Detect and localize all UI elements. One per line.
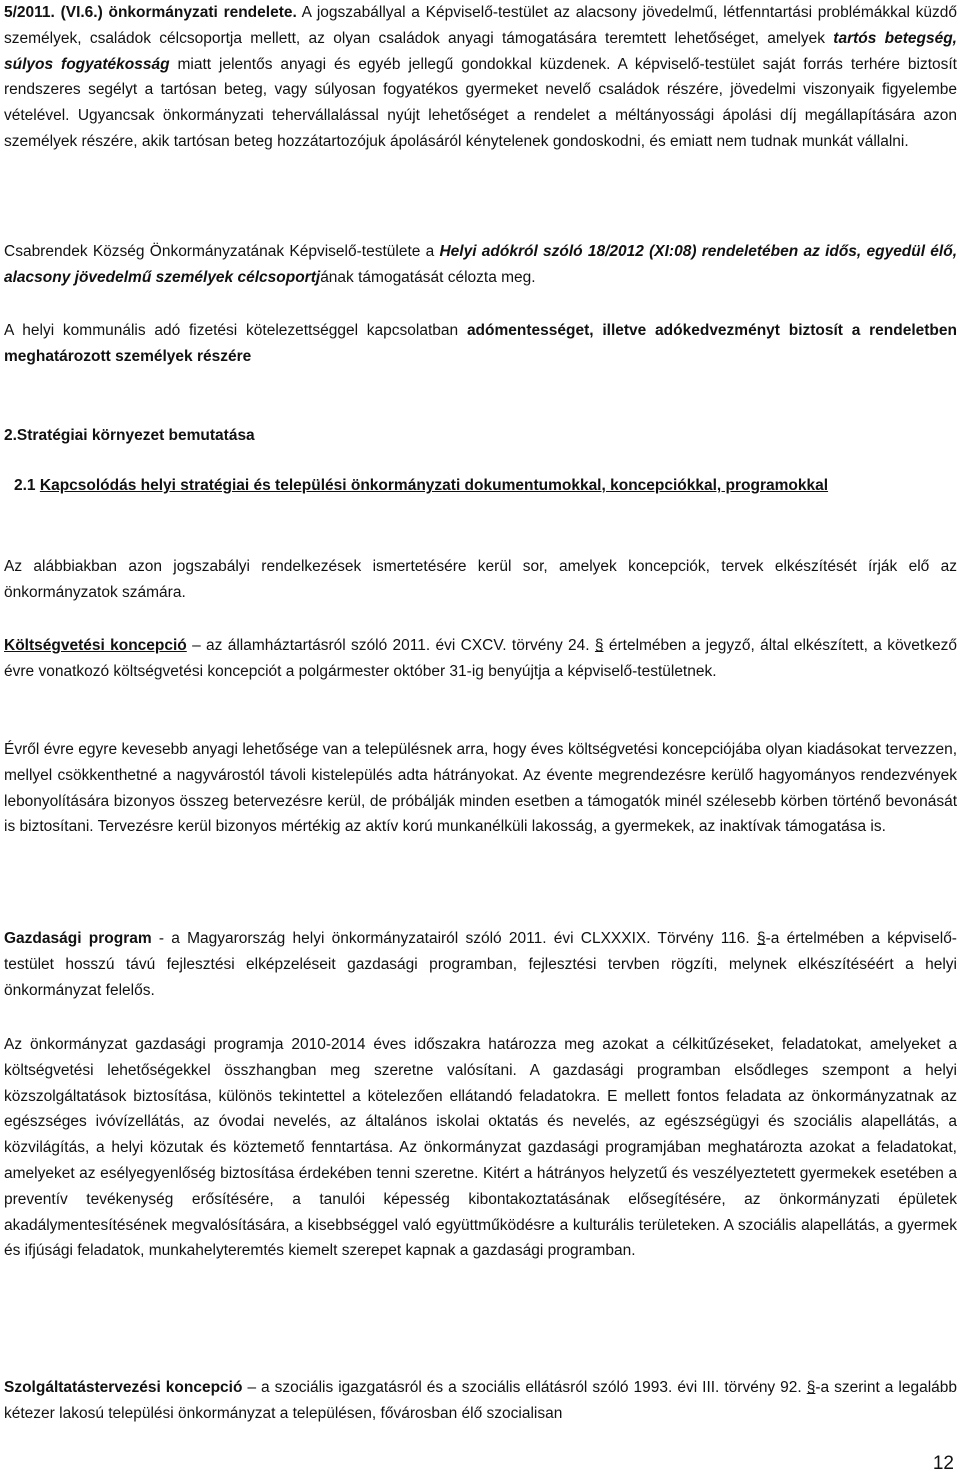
section-title: Kapcsolódás helyi stratégiai és települési önkormányzati dokumentumokkal, koncepciókkal, programokkal [39, 477, 829, 494]
paragraph-gazdasagi-program: Gazdasági program - a Magyarország helyi önkormányzatairól szóló 2011. évi CLXXXIX. Törvény 116. §-a értelmében a képviselő-testület hosszú távú fejlesztési elképzeléseit gazdasági programban, fejlesztési tervben rögzíti, melynek elkészítéséért a helyi önkormányzat felelős. [4, 930, 957, 999]
paragraph-intro: Az alábbiakban azon jogszabályi rendelkezések ismertetésére kerül sor, amelyek koncepciók, tervek elkészítését írják elő az önkormányzatok számára. [4, 558, 957, 601]
term-szolgaltatastervezesi-koncepcio: Szolgáltatástervezési koncepció [4, 1379, 243, 1396]
decree-reference: 5/2011. (VI.6.) önkormányzati rendelete. [4, 4, 297, 21]
paragraph-gazdasagi-program-reszletek: Az önkormányzat gazdasági programja 2010-2014 éves időszakra határozza meg azokat a célkitűzéseket, feladatokat, amelyeket a költségvetési lehetőségekkel összhangban meg szeretne valósítani. A gazdasági programban elsődleges szempont a helyi közszolgáltatások biztosítása, különös tekintettel a kötelezően ellátandó feladatokra. E mellett fontos feladata az önkormányzatnak az egészséges ivóvízellátás, az óvodai nevelés, az általános iskolai oktatás és nevelés, az egészségügyi és szociális alapellátás, a közvilágítás, a helyi közutak és köztemető fenntartása. Az önkormányzat gazdasági programjában meghatározta azokat a feladatokat, amelyeket az esélyegyenlőség biztosítása érdekében tenni szeretne. Kitért a hátrányos helyzetű és veszélyeztetett gyermekek esetében a preventív tevékenység erősítésére, a tanulói képesség kibontakoztatásának elősegítésére, az önkormányzati épületek akadálymentesítésének megvalósítására, a kisebbséggel való együttműködésre a kulturális területeken. A szociális alapellátás, a gyermek és ifjúsági feladatok, munkahelyteremtés kiemelt szerepet kapnak a gazdasági programban. [4, 1036, 957, 1260]
term-gazdasagi-program: Gazdasági program [4, 930, 152, 947]
paragraph-kommunalis-ado: A helyi kommunális adó fizetési kötelezettséggel kapcsolatban adómentességet, illetve adókedvezményt biztosít a rendeletben meghatározott személyek részére [4, 322, 957, 365]
paragraph-rendelet-5-2011: 5/2011. (VI.6.) önkormányzati rendelete. A jogszabállyal a Képviselő-testület az alacsony jövedelmű, létfenntartási problémákkal küzdő személyek, családok célcsoportja mellett, az olyan családok anyagi támogatására teremtett lehetőséget, amelyek tartós betegség, súlyos fogyatékosság miatt jelentős anyagi és egyéb jellegű gondokkal küzdenek. A képviselő-testület saját forrás terhére biztosít rendszeres segélyt a tartósan beteg, vagy súlyosan fogyatékos gyermeket nevelő családok részére, jövedelmi viszonyaik figyelembe vételével. Ugyancsak önkormányzati tehervállalással nyújt lehetőséget a rendelet a méltányossági ápolási díj megállapítására azon személyek részére, akik tartósan beteg hozzátartozójuk ápolásáról kénytelenek gondoskodni, és emiatt nem tudnak munkát vállalni. [4, 4, 957, 150]
paragraph-koltsegvetes-hatranyok: Évről évre egyre kevesebb anyagi lehetősége van a településnek arra, hogy éves költségvetési koncepciójába olyan kiadásokat tervezzen, mellyel csökkenthetné a nagyvárostól távoli kistelepülés adta hátrányokat. Az évente megrendezésre kerülő hagyományos rendezvények lebonyolítására bizonyos összeg betervezésre kerül, de próbálják minden esetben a támogatók minél szélesebb körben történő bevonását is biztosítani. Tervezésre kerül bizonyos mértékig az aktív korú munkanélküli lakosság, a gyermekek, az inaktívak támogatása is. [4, 741, 957, 836]
term-koltsegvetesi-koncepcio: Költségvetési koncepció [4, 637, 187, 654]
emphasis-helyi-adok-rendelet: Helyi adókról szóló 18/2012 (XI:08) rendeletében az idős, egyedül élő, alacsony jövedelmű személyek célcsoportj [4, 243, 957, 286]
section-sign: § [594, 637, 604, 654]
section-sign: § [756, 930, 766, 947]
paragraph-szolgaltatastervezesi-koncepcio: Szolgáltatástervezési koncepció – a szociális igazgatásról és a szociális ellátásról szóló 1993. évi III. törvény 92. §-a szerint a legalább kétezer lakosú települési önkormányzat a településen, fővárosban élő szocialisan [4, 1379, 958, 1422]
emphasis-illness-disability: tartós betegség, súlyos fogyatékosság [4, 29, 957, 73]
section-number: 2.1 [14, 477, 36, 494]
section-heading-2: 2.Stratégiai környezet bemutatása [4, 427, 255, 444]
emphasis-adomentesseg: adómentességet, illetve adókedvezményt biztosít a rendeletben meghatározott személyek részére [4, 322, 957, 365]
page-number: 12 [932, 1453, 954, 1474]
paragraph-csabrendek-adorendelet: Csabrendek Község Önkormányzatának Képviselő-testülete a Helyi adókról szóló 18/2012 (XI:08) rendeletében az idős, egyedül élő, alacsony jövedelmű személyek célcsoportjának támogatását célozta meg. [4, 243, 957, 286]
section-sign: § [806, 1379, 816, 1396]
paragraph-koltsegvetesi-koncepcio: Költségvetési koncepció – az államháztartásról szóló 2011. évi CXCV. törvény 24. § értelmében a jegyző, által elkészített, a következő évre vonatkozó költségvetési koncepciót a polgármester október 31-ig benyújtja a képviselő-testületnek. [4, 637, 957, 680]
section-heading-2-1 [4, 473, 957, 499]
